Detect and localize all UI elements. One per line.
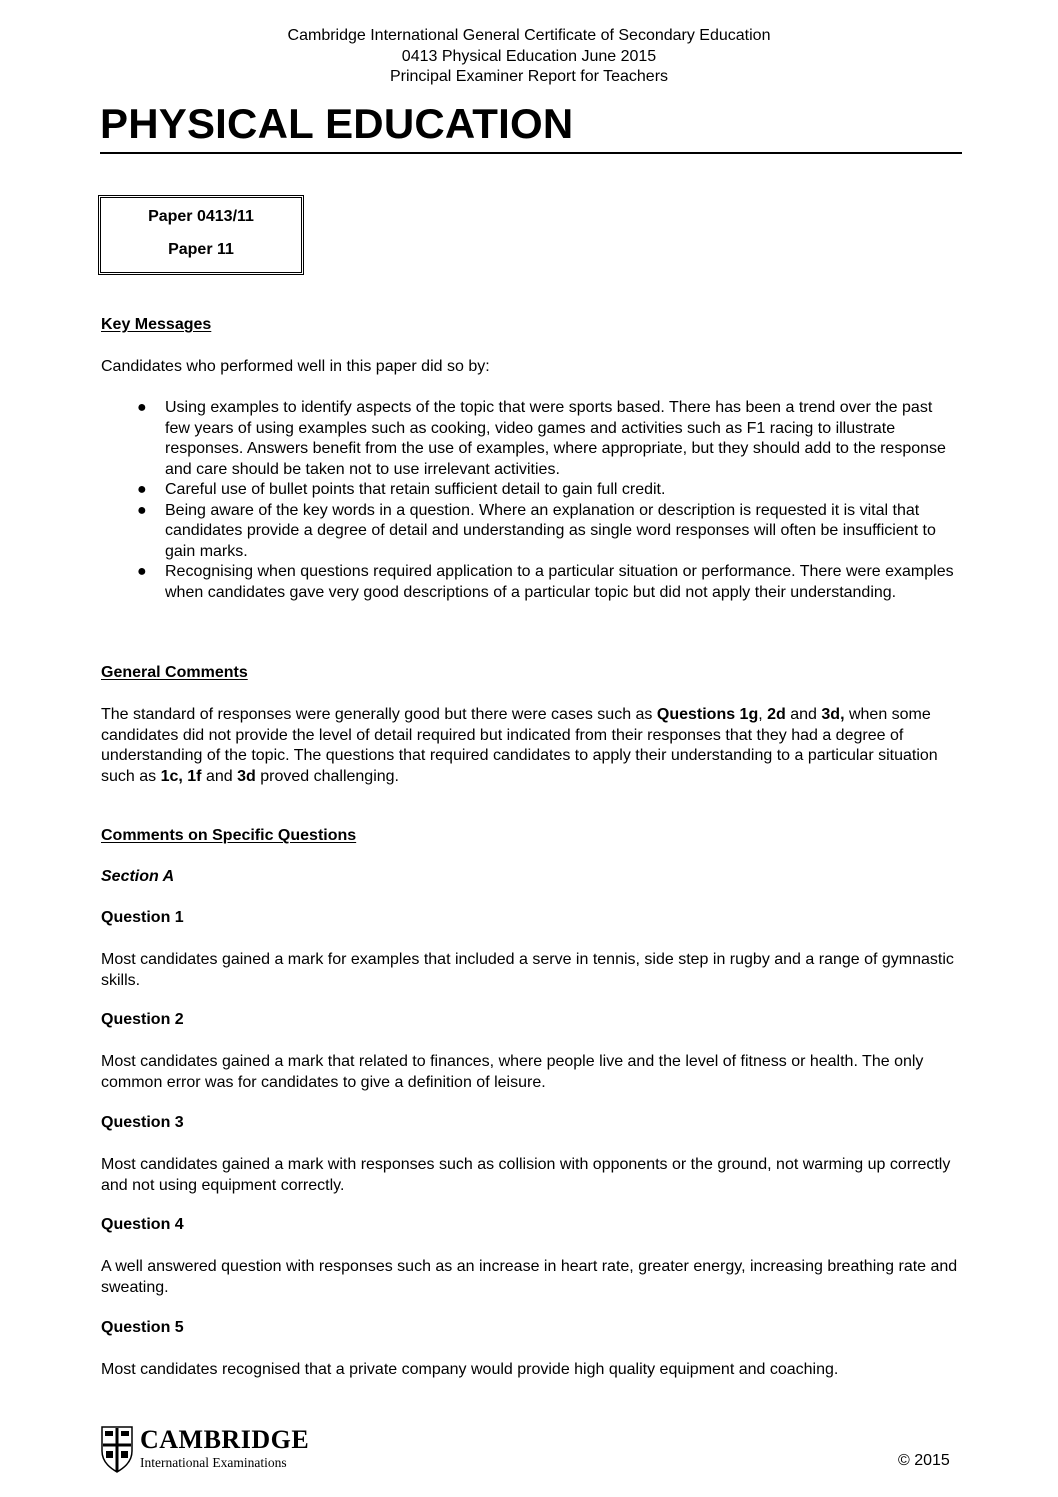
header-line-2: 0413 Physical Education June 2015 [401, 47, 657, 65]
list-item [101, 501, 961, 563]
question-2-text: Most candidates gained a mark that related to finances, where people live and the level of fitness or health. The only common error was for candidates to give a definition of leisure. [101, 1053, 924, 1091]
bullet-icon: ● [137, 481, 147, 498]
list-item [101, 398, 961, 480]
key-messages-list [101, 398, 961, 603]
bullet-text: Being aware of the key words in a question. Where an explanation or description is requested it is vital that candidates provide a degree of detail and understanding as single word responses will often be insufficient to gain marks. [165, 501, 936, 560]
bullet-text: Recognising when questions required application to a particular situation or performance. There were examples when candidates gave very good descriptions of a particular topic but did not apply their understanding. [165, 563, 954, 601]
question-3-label: Question 3 [101, 1114, 184, 1131]
paper-box [98, 195, 304, 275]
specific-questions-heading: Comments on Specific Questions [101, 827, 357, 844]
question-1-label: Question 1 [101, 909, 184, 926]
header-line-1: Cambridge International General Certificate of Secondary Education [287, 27, 771, 44]
general-comments-heading: General Comments [101, 664, 248, 681]
gc-text: , [758, 706, 768, 723]
question-5-label: Question 5 [101, 1319, 184, 1336]
question-3-text: Most candidates gained a mark with responses such as collision with opponents or the ground, not warming up correctly and not using equipment correctly. [101, 1156, 951, 1194]
gc-bold: Questions 1g [656, 706, 759, 723]
question-1-text: Most candidates gained a mark for examples that included a serve in tennis, side step in rugby and a range of gymnastic skills. [101, 951, 954, 989]
gc-text: when some candidates did not provide the level of detail required but indicated from their responses that they had a degree of understanding of the topic. The questions that required candidates to apply their understanding to a particular situation such as [101, 706, 938, 785]
gc-bold: 3d [237, 767, 256, 785]
general-comments-paragraph [101, 705, 961, 787]
copyright-text: © 2015 [898, 1452, 950, 1469]
gc-text: and [785, 706, 822, 723]
gc-text: The standard of responses were generally good but there were cases such as [101, 706, 657, 723]
bullet-icon: ● [137, 563, 147, 580]
bullet-icon: ● [137, 501, 147, 519]
logo-wordmark: CAMBRIDGE [140, 1425, 310, 1454]
gc-text: and [201, 767, 238, 785]
bullet-text: Careful use of bullet points that retain sufficient detail to gain full credit. [165, 481, 666, 498]
key-messages-intro: Candidates who performed well in this paper did so by: [101, 358, 490, 375]
gc-bold: 2d [767, 706, 786, 723]
question-2-label: Question 2 [101, 1011, 184, 1028]
paper-code: Paper 0413/11 [148, 208, 254, 225]
section-a-label: Section A [101, 868, 175, 885]
page-title: PHYSICAL EDUCATION [100, 100, 574, 147]
header-line-3: Principal Examiner Report for Teachers [389, 68, 669, 85]
gc-bold: 3d, [821, 706, 845, 723]
logo-subtitle: International Examinations [140, 1455, 287, 1470]
gc-bold: 1c, 1f [160, 767, 202, 785]
question-4-text: A well answered question with responses such as an increase in heart rate, greater energy, increasing breathing rate and sweating. [101, 1258, 958, 1296]
bullet-text: Using examples to identify aspects of the topic that were sports based. There has been a trend over the past few years of using examples such as cooking, video games and activities such as F1 racing to illustrate responses. Answers benefit from the use of examples, where appropriate, but they should add to the response and care should be taken not to use irrelevant activities. [165, 399, 946, 478]
bullet-icon: ● [137, 399, 147, 416]
question-4-label: Question 4 [101, 1216, 184, 1233]
question-5-text: Most candidates recognised that a private company would provide high quality equipment and coaching. [101, 1361, 839, 1378]
title-divider [100, 152, 962, 154]
cambridge-logo [100, 1425, 320, 1475]
list-item [101, 562, 961, 603]
paper-number: Paper 11 [168, 241, 234, 258]
key-messages-heading: Key Messages [101, 316, 212, 333]
report-header [0, 26, 1058, 88]
gc-text: proved challenging. [255, 767, 399, 785]
list-item [101, 480, 961, 501]
